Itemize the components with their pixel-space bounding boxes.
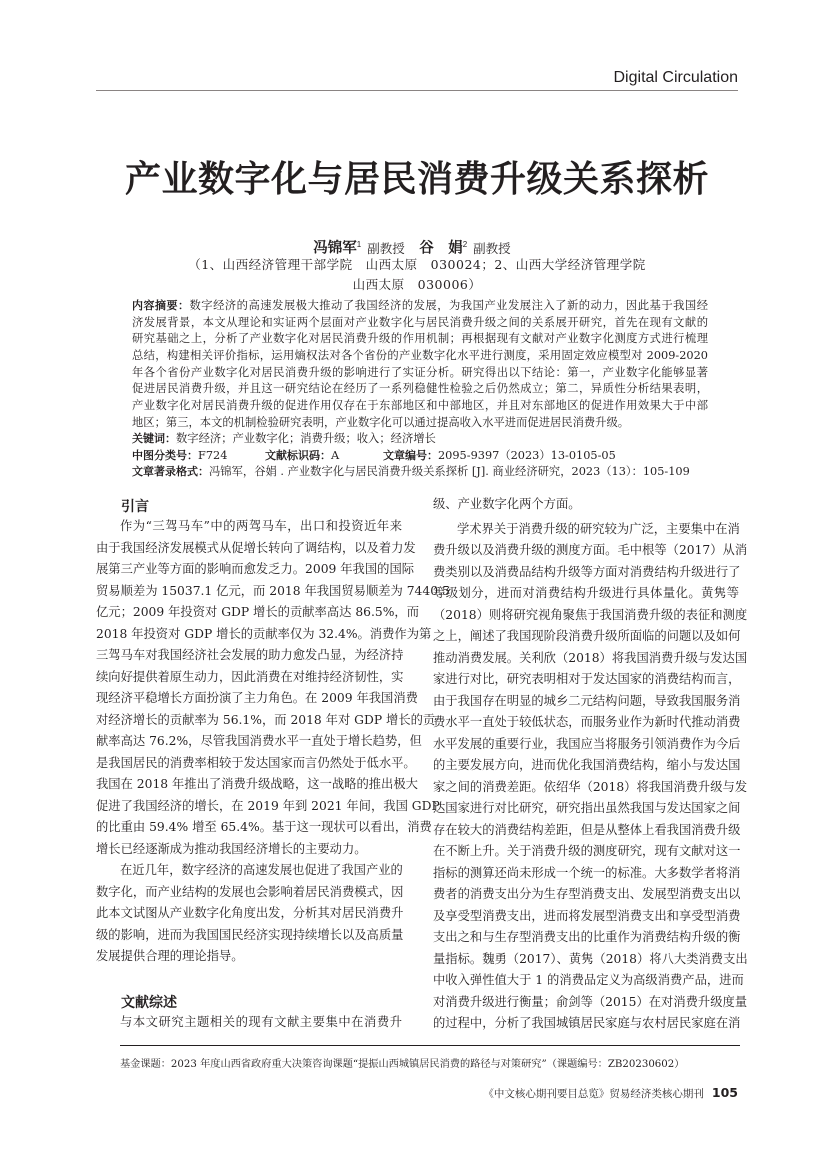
body-text-line: 由于我国存在明显的城乡二元结构问题，导致我国服务消 xyxy=(433,693,741,708)
body-text-line: 我国在 2018 年推出了消费升级战略，这一战略的推出极大 xyxy=(96,777,418,791)
body-text-line: 推动消费发展。关利欣（2018）将我国消费升级与发达国 xyxy=(433,650,748,665)
body-text-line: 费者的消费支出分为生存型消费支出、发展型消费支出以 xyxy=(433,887,741,901)
keywords-value: 数字经济；产业数字化；消费升级；收入；经济增长 xyxy=(176,432,436,445)
abstract-line xyxy=(132,348,708,365)
left-column-review xyxy=(96,1012,402,1034)
paragraph xyxy=(96,516,450,860)
abstract-line xyxy=(132,381,708,398)
body-text-line: 三驾马车对我国经济社会发展的助力愈发凸显，为经济持 xyxy=(96,648,404,662)
paragraph xyxy=(433,519,748,1035)
abstract-line xyxy=(132,398,708,415)
body-text-line: 的比重由 59.4% 增至 65.4%。基于这一现状可以看出，消费 xyxy=(96,820,432,834)
body-text-line: 费水平一直处于较低状态，而服务业作为新时代推动消费 xyxy=(433,715,741,729)
abstract-line xyxy=(132,331,708,348)
affiliation-line: 山西太原 030006） xyxy=(352,277,482,292)
funding-footnote: 基金课题：2023 年度山西省政府重大决策咨询课题“提振山西城镇居民消费的路径与对策研究”（课题编号：ZB20230602） xyxy=(120,1059,685,1070)
paragraph xyxy=(96,860,402,968)
abstract-line xyxy=(132,315,708,332)
body-text-line: 的主要发展方向，进而优化我国消费结构，缩小与发达国 xyxy=(433,758,741,772)
article-number-value: 2095-9397（2023）13-0105-05 xyxy=(438,449,616,462)
body-text-line: 在近几年，数字经济的高速发展也促进了我国产业的 xyxy=(120,863,403,877)
body-text-line: 对消费升级进行衡量；俞剑等（2015）在对消费升级度量 xyxy=(433,994,748,1009)
abstract-line xyxy=(132,298,708,315)
body-text-line: 促进了我国经济的增长，在 2019 年到 2021 年间，我国 GDP xyxy=(96,798,440,813)
abstract-text: 济发展背景，本文从理论和实证两个层面对产业数字化与居民消费升级之间的关系展开研究，首先在现有文献的 xyxy=(132,315,708,329)
body-text-line: 水平发展的重要行业，我国应当将服务引领消费作为今后 xyxy=(433,736,741,751)
abstract-text: 年各个省份产业数字化对居民消费升级的影响进行了实证分析。研究得出以下结论：第一，产业数字化能够显著 xyxy=(132,365,708,379)
author-name: 冯锦军 xyxy=(313,240,357,257)
body-text-line: 家进行对比，研究表明相对于发达国家的消费结构而言， xyxy=(433,672,741,686)
section-heading-intro: 引言 xyxy=(121,499,149,515)
body-text-line: 2018 年投资对 GDP 增长的贡献率仅为 32.4%。消费作为第 xyxy=(96,626,432,641)
body-text-line: 数字化，而产业结构的发展也会影响着居民消费模式，因 xyxy=(96,884,404,899)
body-text-line: 指标的测算还尚未形成一个统一的标准。大多数学者将消 xyxy=(433,865,741,880)
article-number xyxy=(383,448,616,465)
body-text-line: 费升级以及消费升级的测度方面。毛中根等（2017）从消 xyxy=(433,543,748,557)
section-heading-review: 文献综述 xyxy=(121,995,177,1011)
keywords-label: 关键词： xyxy=(132,432,176,445)
body-text-line: 级、产业数字化两个方面。 xyxy=(433,497,581,511)
abstract-label: 内容摘要： xyxy=(132,299,190,312)
journal-index-note: 《中文核心期刊要目总览》贸易经济类核心期刊 xyxy=(483,1088,704,1100)
document-code xyxy=(265,448,339,465)
body-text-line: 此本文试图从产业数字化角度出发，分析其对居民消费升 xyxy=(96,906,404,920)
classification xyxy=(132,448,227,465)
author-name: 谷 娟 xyxy=(419,240,463,257)
abstract-line xyxy=(132,365,708,382)
abstract-text: 促进居民消费升级，并且这一研究结论在经历了一系列稳健性检验之后仍然成立；第二，异质性分析结果表明， xyxy=(132,382,708,396)
body-text-line: 学术界关于消费升级的研究较为广泛，主要集中在消 xyxy=(457,521,740,536)
left-column-body xyxy=(96,516,450,968)
citation-format xyxy=(132,464,690,481)
document-code-label: 文献标识码： xyxy=(265,449,331,462)
body-text-line: 的过程中，分析了我国城镇居民家庭与农村居民家庭在消 xyxy=(433,1016,741,1030)
body-text-line: 之上，阐述了我国现阶段消费升级所面临的问题以及如何 xyxy=(433,629,741,643)
body-text-line: 由于我国经济发展模式从促增长转向了调结构，以及着力发 xyxy=(96,540,416,555)
body-text-line: 献率高达 76.2%，尽管我国消费水平一直处于增长趋势，但 xyxy=(96,734,422,748)
classification-value: F724 xyxy=(198,449,228,462)
body-text-line: 支出之和与生存型消费支出的比重作为消费结构升级的衡 xyxy=(433,930,741,944)
article-title: 产业数字化与居民消费升级关系探析 xyxy=(124,158,709,200)
body-text-line: 中收入弹性值大于 1 的消费品定义为高级消费产品，进而 xyxy=(433,973,744,987)
page-number: 105 xyxy=(711,1085,738,1100)
paragraph xyxy=(433,494,739,516)
article-number-label: 文章编号： xyxy=(383,449,438,462)
body-text-line: 级的影响，进而为我国国民经济实现持续增长以及高质量 xyxy=(96,927,404,942)
abstract-text: 地区；第三，本文的机制检验研究表明，产业数字化可以通过提高收入水平进而促进居民消费升级。 xyxy=(132,415,630,429)
body-text-line: 达国家进行对比研究，研究指出虽然我国与发达国家之间 xyxy=(433,801,741,815)
body-text-line: 在不断上升。关于消费升级的测度研究，现有文献对这一 xyxy=(433,844,741,858)
abstract-text: 数字经济的高速发展极大推动了我国经济的发展，为我国产业发展注入了新的动力，因此基于我国经 xyxy=(189,299,708,312)
body-text-line: 增长已经逐渐成为推动我国经济增长的主要动力。 xyxy=(96,841,367,856)
body-text-line: 与本文研究主题相关的现有文献主要集中在消费升 xyxy=(120,1015,402,1029)
body-text-line: 作为“三驾马车”中的两驾马车，出口和投资近年来 xyxy=(120,519,402,533)
body-text-line: 等级划分，进而对消费结构升级进行具体量化。黄隽等 xyxy=(433,586,739,600)
abstract-text: 研究基础之上，分析了产业数字化对居民消费升级的作用机制；再根据现有文献对产业数字化测度方式进行梳理 xyxy=(132,332,708,346)
body-text-line: 亿元；2009 年投资对 GDP 增长的贡献率高达 86.5%，而 xyxy=(96,605,419,619)
paragraph xyxy=(96,1012,402,1034)
footnote-divider xyxy=(120,1045,740,1046)
abstract-line xyxy=(132,415,708,432)
body-text-line: 费类别以及消费品结构升级等方面对消费结构升级进行了 xyxy=(433,564,741,579)
author-rank: 副教授 xyxy=(367,240,405,256)
abstract xyxy=(132,298,708,432)
body-text-line: 存在较大的消费结构差距，但是从整体上看我国消费升级 xyxy=(433,822,741,837)
body-text-line: （2018）则将研究视角聚焦于我国消费升级的表征和测度 xyxy=(433,607,748,622)
body-text-line: 续向好提供着原生动力，因此消费在对维持经济韧性，实 xyxy=(96,669,404,684)
page-footer xyxy=(483,1085,738,1101)
author-rank: 副教授 xyxy=(473,240,511,256)
author-affiliation-mark: 1 xyxy=(356,240,362,249)
body-text-line: 贸易顺差为 15037.1 亿元，而 2018 年我国贸易顺差为 7440.5 xyxy=(96,583,450,598)
citation-label: 文章著录格式： xyxy=(132,465,209,478)
affiliation-line: （1、山西经济管理干部学院 山西太原 030024；2、山西大学经济管理学院 xyxy=(188,257,646,272)
body-text-line: 发展提供合理的理论指导。 xyxy=(96,949,244,963)
abstract-text: 总结，构建相关评价指标，运用熵权法对各个省份的产业数字化水平进行测度，采用固定效应模型对 2009-2020 xyxy=(132,349,708,363)
author-affiliation-mark: 2 xyxy=(462,240,468,249)
body-text-line: 家之间的消费差距。依绍华（2018）将我国消费升级与发 xyxy=(433,779,748,794)
body-text-line: 现经济平稳增长方面扮演了主力角色。在 2009 年我国消费 xyxy=(96,691,418,705)
body-text-line: 及享受型消费支出，进而将发展型消费支出和享受型消费 xyxy=(433,908,741,923)
running-header: Digital Circulation xyxy=(613,69,738,86)
keywords xyxy=(132,431,436,448)
citation-value: 冯锦军，谷娟 . 产业数字化与居民消费升级关系探析 [J]. 商业经济研究，2023（13）：105-109 xyxy=(209,465,690,478)
classification-label: 中图分类号： xyxy=(132,449,198,462)
body-text-line: 量指标。魏勇（2017）、黄隽（2018）将八大类消费支出 xyxy=(433,951,748,966)
header-divider xyxy=(96,90,738,91)
body-text-line: 展第三产业等方面的影响而愈发乏力。2009 年我国的国际 xyxy=(96,562,415,576)
document-code-value: A xyxy=(331,449,340,462)
right-column-body xyxy=(433,494,748,1035)
body-text-line: 是我国居民的消费率相较于发达国家而言仍然处于低水平。 xyxy=(96,755,416,770)
abstract-text: 产业数字化对居民消费升级的促进作用仅存在于东部地区和中部地区，并且对东部地区的促进作用效果大于中部 xyxy=(132,399,708,413)
body-text-line: 对经济增长的贡献率为 56.1%，而 2018 年对 GDP 增长的贡 xyxy=(96,712,436,727)
